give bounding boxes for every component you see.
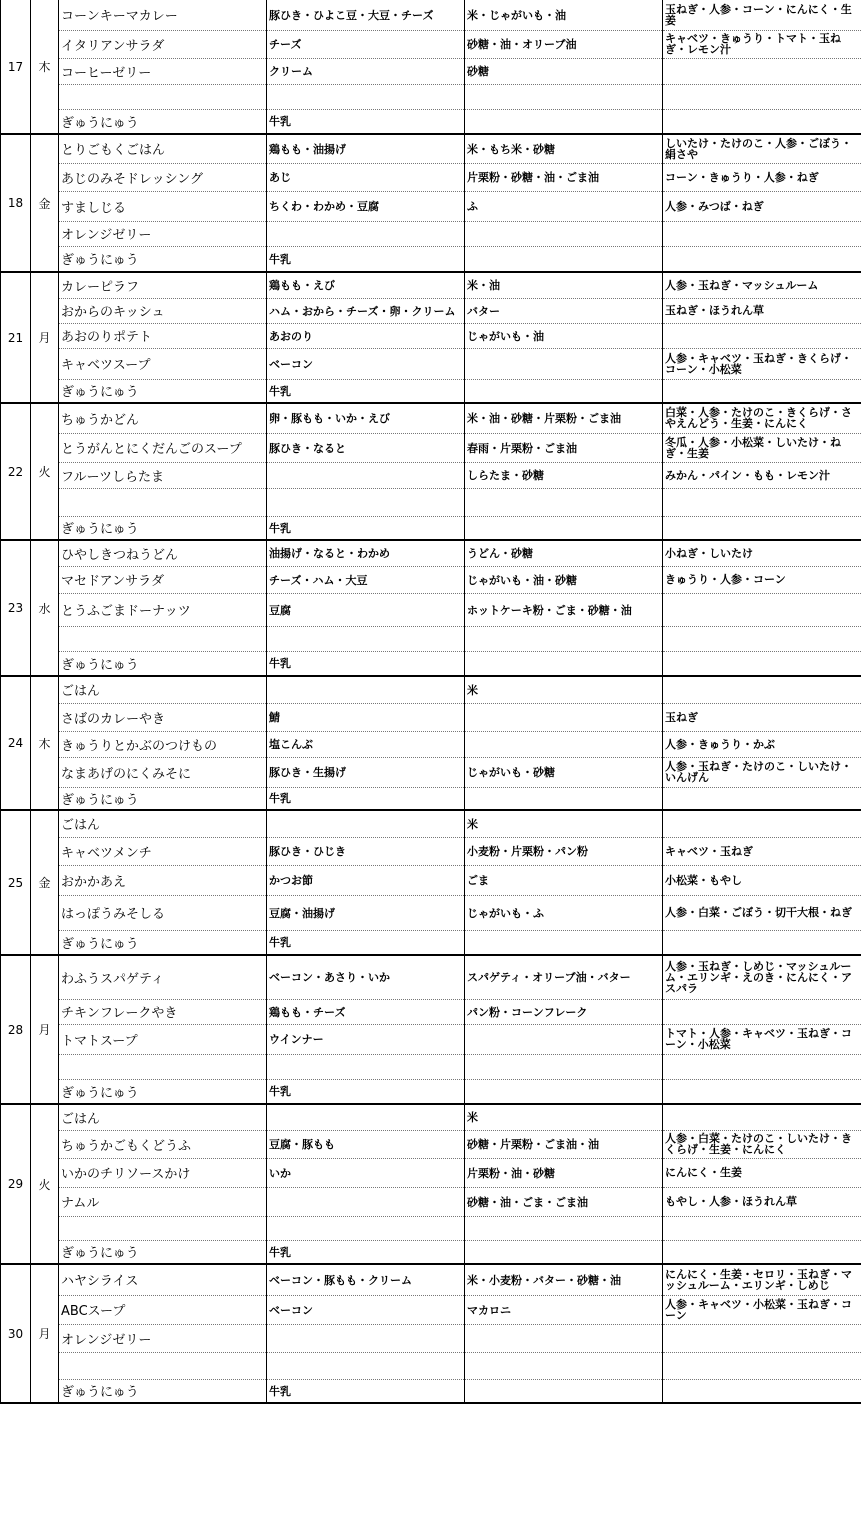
menu-row — [1, 516, 861, 540]
green-group-ingredients — [663, 488, 861, 516]
red-group-ingredients: 豆腐・油揚げ — [267, 895, 465, 930]
red-group-ingredients: 牛乳 — [267, 1240, 465, 1264]
yellow-group-ingredients: 米・もち米・砂糖 — [465, 134, 663, 163]
yellow-group-ingredients — [465, 1379, 663, 1403]
yellow-group-ingredients: パン粉・コーンフレーク — [465, 999, 663, 1024]
menu-row — [1, 703, 861, 731]
green-group-ingredients: きゅうり・人参・コーン — [663, 566, 861, 593]
dish-name — [59, 1352, 267, 1379]
green-group-ingredients — [663, 379, 861, 403]
yellow-group-ingredients — [465, 488, 663, 516]
menu-body — [1, 0, 861, 1403]
yellow-group-ingredients: じゃがいも・油 — [465, 323, 663, 348]
menu-row — [1, 757, 861, 787]
menu-row — [1, 566, 861, 593]
menu-row — [1, 676, 861, 703]
green-group-ingredients: トマト・人参・キャベツ・玉ねぎ・コーン・小松菜 — [663, 1024, 861, 1054]
green-group-ingredients — [663, 1379, 861, 1403]
yellow-group-ingredients: 砂糖 — [465, 58, 663, 84]
green-group-ingredients: 白菜・人参・たけのこ・きくらげ・さやえんどう・生姜・にんにく — [663, 403, 861, 433]
weekday: 月 — [31, 955, 59, 1104]
menu-row — [1, 191, 861, 221]
dish-name: キャベツメンチ — [59, 837, 267, 865]
dish-name: オレンジゼリー — [59, 1324, 267, 1352]
yellow-group-ingredients — [465, 348, 663, 379]
yellow-group-ingredients: しらたま・砂糖 — [465, 462, 663, 488]
red-group-ingredients: 鶏もも・えび — [267, 272, 465, 298]
dish-name: ぎゅうにゅう — [59, 1379, 267, 1403]
dish-name: コーンキーマカレー — [59, 0, 267, 30]
menu-row — [1, 1240, 861, 1264]
dish-name: キャベツスープ — [59, 348, 267, 379]
green-group-ingredients: 人参・みつば・ねぎ — [663, 191, 861, 221]
dish-name: ごはん — [59, 1104, 267, 1130]
green-group-ingredients: 人参・キャベツ・玉ねぎ・きくらげ・コーン・小松菜 — [663, 348, 861, 379]
dish-name: とうがんとにくだんごのスープ — [59, 433, 267, 462]
menu-row — [1, 593, 861, 626]
menu-row — [1, 1379, 861, 1403]
menu-row — [1, 651, 861, 676]
dish-name: ちゅうかごもくどうふ — [59, 1130, 267, 1158]
dish-name — [59, 84, 267, 109]
yellow-group-ingredients — [465, 221, 663, 246]
yellow-group-ingredients — [465, 379, 663, 403]
menu-row — [1, 1054, 861, 1079]
red-group-ingredients: ウインナー — [267, 1024, 465, 1054]
menu-row — [1, 1158, 861, 1187]
green-group-ingredients — [663, 930, 861, 955]
menu-row — [1, 930, 861, 955]
red-group-ingredients: ちくわ・わかめ・豆腐 — [267, 191, 465, 221]
red-group-ingredients: クリーム — [267, 58, 465, 84]
day-number: 23 — [1, 540, 31, 676]
yellow-group-ingredients — [465, 1352, 663, 1379]
yellow-group-ingredients: じゃがいも・油・砂糖 — [465, 566, 663, 593]
green-group-ingredients: 冬瓜・人参・小松菜・しいたけ・ねぎ・生姜 — [663, 433, 861, 462]
green-group-ingredients: みかん・パイン・もも・レモン汁 — [663, 462, 861, 488]
red-group-ingredients: 豚ひき・生揚げ — [267, 757, 465, 787]
green-group-ingredients — [663, 676, 861, 703]
menu-row — [1, 488, 861, 516]
red-group-ingredients — [267, 626, 465, 651]
weekday: 月 — [31, 1264, 59, 1403]
menu-row — [1, 955, 861, 999]
red-group-ingredients: 牛乳 — [267, 109, 465, 134]
menu-row — [1, 810, 861, 837]
dish-name: イタリアンサラダ — [59, 30, 267, 58]
menu-row — [1, 1104, 861, 1130]
yellow-group-ingredients: 砂糖・油・オリーブ油 — [465, 30, 663, 58]
red-group-ingredients — [267, 1054, 465, 1079]
menu-row — [1, 246, 861, 272]
dish-name: ごはん — [59, 676, 267, 703]
yellow-group-ingredients — [465, 246, 663, 272]
day-number: 28 — [1, 955, 31, 1104]
dish-name: ひやしきつねうどん — [59, 540, 267, 566]
red-group-ingredients: 豆腐・豚もも — [267, 1130, 465, 1158]
menu-row — [1, 1079, 861, 1104]
dish-name: トマトスープ — [59, 1024, 267, 1054]
yellow-group-ingredients: じゃがいも・ふ — [465, 895, 663, 930]
yellow-group-ingredients: マカロニ — [465, 1295, 663, 1324]
menu-row — [1, 272, 861, 298]
dish-name: ぎゅうにゅう — [59, 379, 267, 403]
menu-row — [1, 1024, 861, 1054]
green-group-ingredients: もやし・人参・ほうれん草 — [663, 1187, 861, 1216]
green-group-ingredients — [663, 626, 861, 651]
green-group-ingredients — [663, 651, 861, 676]
red-group-ingredients: 豚ひき・ひよこ豆・大豆・チーズ — [267, 0, 465, 30]
green-group-ingredients — [663, 787, 861, 810]
dish-name: ちゅうかどん — [59, 403, 267, 433]
dish-name: ぎゅうにゅう — [59, 1079, 267, 1104]
green-group-ingredients — [663, 516, 861, 540]
red-group-ingredients — [267, 1216, 465, 1240]
green-group-ingredients: にんにく・生姜・セロリ・玉ねぎ・マッシュルーム・エリンギ・しめじ — [663, 1264, 861, 1295]
day-number: 30 — [1, 1264, 31, 1403]
green-group-ingredients: キャベツ・玉ねぎ — [663, 837, 861, 865]
red-group-ingredients: ベーコン — [267, 348, 465, 379]
green-group-ingredients: 玉ねぎ・ほうれん草 — [663, 298, 861, 323]
yellow-group-ingredients — [465, 84, 663, 109]
menu-row — [1, 462, 861, 488]
green-group-ingredients — [663, 1104, 861, 1130]
red-group-ingredients: チーズ — [267, 30, 465, 58]
red-group-ingredients: ベーコン・あさり・いか — [267, 955, 465, 999]
yellow-group-ingredients — [465, 930, 663, 955]
green-group-ingredients — [663, 221, 861, 246]
day-number: 18 — [1, 134, 31, 272]
green-group-ingredients — [663, 1216, 861, 1240]
green-group-ingredients — [663, 1240, 861, 1264]
red-group-ingredients: 鯖 — [267, 703, 465, 731]
dish-name: あじのみそドレッシング — [59, 163, 267, 191]
green-group-ingredients: コーン・きゅうり・人参・ねぎ — [663, 163, 861, 191]
weekday: 月 — [31, 272, 59, 403]
weekday: 水 — [31, 540, 59, 676]
dish-name: あおのりポテト — [59, 323, 267, 348]
menu-row — [1, 84, 861, 109]
menu-row — [1, 865, 861, 895]
red-group-ingredients: 卵・豚もも・いか・えび — [267, 403, 465, 433]
day-number: 22 — [1, 403, 31, 540]
yellow-group-ingredients: 米 — [465, 676, 663, 703]
red-group-ingredients: 豚ひき・ひじき — [267, 837, 465, 865]
green-group-ingredients: 人参・玉ねぎ・マッシュルーム — [663, 272, 861, 298]
yellow-group-ingredients — [465, 516, 663, 540]
yellow-group-ingredients: 米 — [465, 810, 663, 837]
red-group-ingredients — [267, 462, 465, 488]
green-group-ingredients: 小松菜・もやし — [663, 865, 861, 895]
yellow-group-ingredients: ホットケーキ粉・ごま・砂糖・油 — [465, 593, 663, 626]
dish-name — [59, 1054, 267, 1079]
dish-name: カレーピラフ — [59, 272, 267, 298]
menu-row — [1, 221, 861, 246]
dish-name: ぎゅうにゅう — [59, 246, 267, 272]
red-group-ingredients — [267, 488, 465, 516]
yellow-group-ingredients: スパゲティ・オリーブ油・バター — [465, 955, 663, 999]
menu-row — [1, 0, 861, 30]
menu-row — [1, 1324, 861, 1352]
green-group-ingredients: 玉ねぎ・人参・コーン・にんにく・生姜 — [663, 0, 861, 30]
yellow-group-ingredients: 米・小麦粉・バター・砂糖・油 — [465, 1264, 663, 1295]
dish-name: とりごもくごはん — [59, 134, 267, 163]
red-group-ingredients: 鶏もも・油揚げ — [267, 134, 465, 163]
green-group-ingredients: 人参・玉ねぎ・たけのこ・しいたけ・いんげん — [663, 757, 861, 787]
red-group-ingredients: あじ — [267, 163, 465, 191]
yellow-group-ingredients: 片栗粉・油・砂糖 — [465, 1158, 663, 1187]
menu-row — [1, 540, 861, 566]
yellow-group-ingredients: 米 — [465, 1104, 663, 1130]
green-group-ingredients: にんにく・生姜 — [663, 1158, 861, 1187]
red-group-ingredients — [267, 1104, 465, 1130]
red-group-ingredients: 塩こんぶ — [267, 731, 465, 757]
dish-name: いかのチリソースかけ — [59, 1158, 267, 1187]
green-group-ingredients: 人参・白菜・ごぼう・切干大根・ねぎ — [663, 895, 861, 930]
red-group-ingredients: 牛乳 — [267, 246, 465, 272]
red-group-ingredients: 豚ひき・なると — [267, 433, 465, 462]
dish-name: ABCスープ — [59, 1295, 267, 1324]
dish-name: ハヤシライス — [59, 1264, 267, 1295]
yellow-group-ingredients — [465, 626, 663, 651]
red-group-ingredients: 牛乳 — [267, 379, 465, 403]
yellow-group-ingredients: うどん・砂糖 — [465, 540, 663, 566]
green-group-ingredients: 人参・白菜・たけのこ・しいたけ・きくらげ・生姜・にんにく — [663, 1130, 861, 1158]
red-group-ingredients: 牛乳 — [267, 1379, 465, 1403]
yellow-group-ingredients — [465, 109, 663, 134]
dish-name: ごはん — [59, 810, 267, 837]
dish-name: ナムル — [59, 1187, 267, 1216]
green-group-ingredients — [663, 1079, 861, 1104]
dish-name: おからのキッシュ — [59, 298, 267, 323]
red-group-ingredients — [267, 1352, 465, 1379]
menu-row — [1, 999, 861, 1024]
weekday: 火 — [31, 1104, 59, 1264]
menu-row — [1, 1216, 861, 1240]
menu-row — [1, 30, 861, 58]
menu-row — [1, 1352, 861, 1379]
yellow-group-ingredients — [465, 787, 663, 810]
dish-name: ぎゅうにゅう — [59, 651, 267, 676]
red-group-ingredients: ベーコン — [267, 1295, 465, 1324]
dish-name: マセドアンサラダ — [59, 566, 267, 593]
red-group-ingredients: 牛乳 — [267, 930, 465, 955]
menu-row — [1, 1130, 861, 1158]
dish-name: ぎゅうにゅう — [59, 516, 267, 540]
green-group-ingredients — [663, 999, 861, 1024]
red-group-ingredients — [267, 1187, 465, 1216]
red-group-ingredients: 鶏もも・チーズ — [267, 999, 465, 1024]
dish-name: フルーツしらたま — [59, 462, 267, 488]
green-group-ingredients: 玉ねぎ — [663, 703, 861, 731]
yellow-group-ingredients: ごま — [465, 865, 663, 895]
day-number: 24 — [1, 676, 31, 810]
menu-row — [1, 787, 861, 810]
red-group-ingredients: いか — [267, 1158, 465, 1187]
green-group-ingredients: しいたけ・たけのこ・人参・ごぼう・絹さや — [663, 134, 861, 163]
green-group-ingredients — [663, 1054, 861, 1079]
red-group-ingredients — [267, 221, 465, 246]
green-group-ingredients: 人参・キャベツ・小松菜・玉ねぎ・コーン — [663, 1295, 861, 1324]
dish-name: さばのカレーやき — [59, 703, 267, 731]
green-group-ingredients — [663, 246, 861, 272]
yellow-group-ingredients — [465, 1240, 663, 1264]
dish-name: ぎゅうにゅう — [59, 930, 267, 955]
weekday: 火 — [31, 403, 59, 540]
dish-name: わふうスパゲティ — [59, 955, 267, 999]
yellow-group-ingredients — [465, 1054, 663, 1079]
dish-name: おかかあえ — [59, 865, 267, 895]
green-group-ingredients — [663, 84, 861, 109]
red-group-ingredients: かつお節 — [267, 865, 465, 895]
weekday: 木 — [31, 0, 59, 134]
red-group-ingredients — [267, 676, 465, 703]
yellow-group-ingredients: バター — [465, 298, 663, 323]
red-group-ingredients: 牛乳 — [267, 651, 465, 676]
dish-name: ぎゅうにゅう — [59, 109, 267, 134]
dish-name — [59, 488, 267, 516]
dish-name — [59, 1216, 267, 1240]
dish-name: コーヒーゼリー — [59, 58, 267, 84]
green-group-ingredients — [663, 109, 861, 134]
green-group-ingredients: 人参・玉ねぎ・しめじ・マッシュルーム・エリンギ・えのき・にんにく・アスパラ — [663, 955, 861, 999]
red-group-ingredients: 油揚げ・なると・わかめ — [267, 540, 465, 566]
red-group-ingredients: ベーコン・豚もも・クリーム — [267, 1264, 465, 1295]
day-number: 17 — [1, 0, 31, 134]
red-group-ingredients: あおのり — [267, 323, 465, 348]
dish-name: オレンジゼリー — [59, 221, 267, 246]
yellow-group-ingredients: 片栗粉・砂糖・油・ごま油 — [465, 163, 663, 191]
menu-row — [1, 626, 861, 651]
green-group-ingredients: 小ねぎ・しいたけ — [663, 540, 861, 566]
green-group-ingredients — [663, 323, 861, 348]
dish-name: チキンフレークやき — [59, 999, 267, 1024]
dish-name: すましじる — [59, 191, 267, 221]
menu-row — [1, 837, 861, 865]
green-group-ingredients — [663, 1352, 861, 1379]
day-number: 21 — [1, 272, 31, 403]
yellow-group-ingredients: 砂糖・油・ごま・ごま油 — [465, 1187, 663, 1216]
dish-name: ぎゅうにゅう — [59, 1240, 267, 1264]
red-group-ingredients: 牛乳 — [267, 516, 465, 540]
red-group-ingredients — [267, 810, 465, 837]
green-group-ingredients — [663, 810, 861, 837]
red-group-ingredients: 牛乳 — [267, 1079, 465, 1104]
menu-row — [1, 1295, 861, 1324]
red-group-ingredients: 牛乳 — [267, 787, 465, 810]
yellow-group-ingredients: 米・油・砂糖・片栗粉・ごま油 — [465, 403, 663, 433]
menu-row — [1, 1187, 861, 1216]
weekday: 金 — [31, 810, 59, 955]
yellow-group-ingredients — [465, 1216, 663, 1240]
menu-row — [1, 895, 861, 930]
dish-name: はっぽうみそしる — [59, 895, 267, 930]
menu-row — [1, 109, 861, 134]
dish-name: きゅうりとかぶのつけもの — [59, 731, 267, 757]
menu-row — [1, 58, 861, 84]
weekday: 金 — [31, 134, 59, 272]
green-group-ingredients: キャベツ・きゅうり・トマト・玉ねぎ・レモン汁 — [663, 30, 861, 58]
yellow-group-ingredients: 米・油 — [465, 272, 663, 298]
yellow-group-ingredients: ふ — [465, 191, 663, 221]
yellow-group-ingredients — [465, 1079, 663, 1104]
dish-name — [59, 626, 267, 651]
yellow-group-ingredients — [465, 731, 663, 757]
menu-row — [1, 298, 861, 323]
yellow-group-ingredients: 小麦粉・片栗粉・パン粉 — [465, 837, 663, 865]
menu-row — [1, 163, 861, 191]
yellow-group-ingredients — [465, 1024, 663, 1054]
yellow-group-ingredients — [465, 703, 663, 731]
menu-row — [1, 323, 861, 348]
yellow-group-ingredients: 砂糖・片栗粉・ごま油・油 — [465, 1130, 663, 1158]
green-group-ingredients — [663, 1324, 861, 1352]
day-number: 29 — [1, 1104, 31, 1264]
red-group-ingredients: ハム・おから・チーズ・卵・クリーム — [267, 298, 465, 323]
green-group-ingredients — [663, 593, 861, 626]
menu-row — [1, 379, 861, 403]
yellow-group-ingredients: じゃがいも・砂糖 — [465, 757, 663, 787]
yellow-group-ingredients — [465, 1324, 663, 1352]
dish-name: なまあげのにくみそに — [59, 757, 267, 787]
menu-row — [1, 433, 861, 462]
menu-row — [1, 731, 861, 757]
day-number: 25 — [1, 810, 31, 955]
red-group-ingredients: チーズ・ハム・大豆 — [267, 566, 465, 593]
menu-row — [1, 348, 861, 379]
red-group-ingredients — [267, 84, 465, 109]
menu-row — [1, 1264, 861, 1295]
green-group-ingredients — [663, 58, 861, 84]
red-group-ingredients — [267, 1324, 465, 1352]
menu-row — [1, 134, 861, 163]
weekday: 木 — [31, 676, 59, 810]
green-group-ingredients: 人参・きゅうり・かぶ — [663, 731, 861, 757]
yellow-group-ingredients — [465, 651, 663, 676]
dish-name: ぎゅうにゅう — [59, 787, 267, 810]
menu-row — [1, 403, 861, 433]
yellow-group-ingredients: 米・じゃがいも・油 — [465, 0, 663, 30]
red-group-ingredients: 豆腐 — [267, 593, 465, 626]
dish-name: とうふごまドーナッツ — [59, 593, 267, 626]
yellow-group-ingredients: 春雨・片栗粉・ごま油 — [465, 433, 663, 462]
